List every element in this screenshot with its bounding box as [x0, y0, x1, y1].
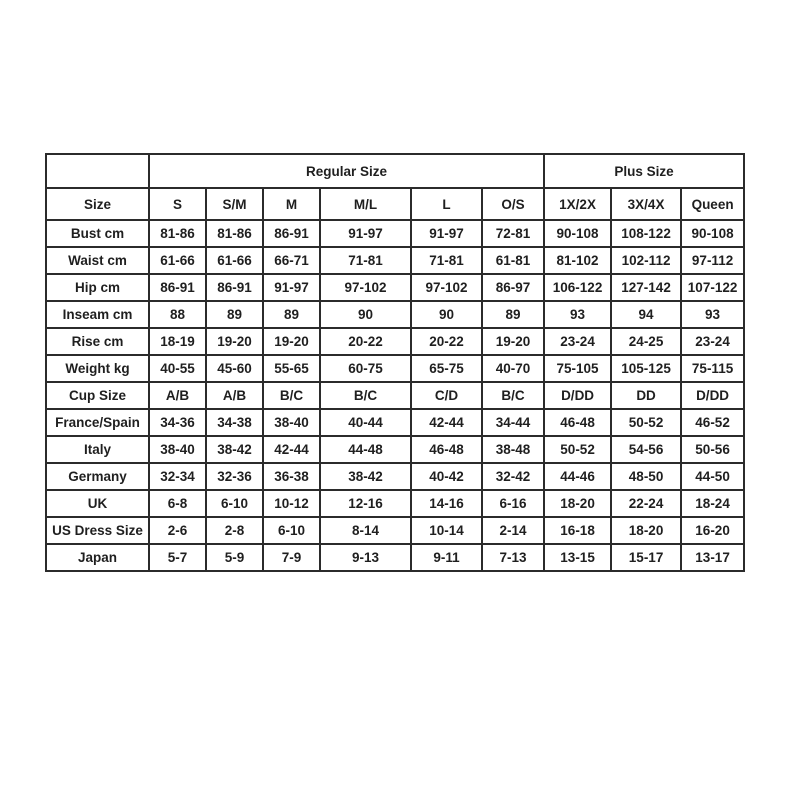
- size-chart-table: [45, 153, 745, 572]
- cell: 90: [411, 301, 482, 328]
- cell: 81-102: [544, 247, 611, 274]
- table-row-japan: [46, 544, 744, 571]
- cell: 81-86: [206, 220, 263, 247]
- cell: A/B: [206, 382, 263, 409]
- cell: 94: [611, 301, 681, 328]
- cell: 38-42: [206, 436, 263, 463]
- cell: 55-65: [263, 355, 320, 382]
- cell: 89: [263, 301, 320, 328]
- cell: B/C: [320, 382, 411, 409]
- cell: 15-17: [611, 544, 681, 571]
- cell: 50-52: [544, 436, 611, 463]
- cell: 38-40: [263, 409, 320, 436]
- table-row-uk: [46, 490, 744, 517]
- cell: 23-24: [544, 328, 611, 355]
- cell: 44-46: [544, 463, 611, 490]
- cell: 71-81: [320, 247, 411, 274]
- cell: 93: [681, 301, 744, 328]
- cell: 42-44: [411, 409, 482, 436]
- cell: 90-108: [681, 220, 744, 247]
- cell: 97-102: [320, 274, 411, 301]
- cell: 89: [206, 301, 263, 328]
- table-row-cup: [46, 382, 744, 409]
- cell: 93: [544, 301, 611, 328]
- cell: D/DD: [544, 382, 611, 409]
- cell: 10-14: [411, 517, 482, 544]
- cell: 89: [482, 301, 544, 328]
- cell: 9-13: [320, 544, 411, 571]
- column-header-row: [46, 188, 744, 220]
- cell: 19-20: [206, 328, 263, 355]
- cell: 42-44: [263, 436, 320, 463]
- cell: 32-42: [482, 463, 544, 490]
- cell: 14-16: [411, 490, 482, 517]
- table-row-germany: [46, 463, 744, 490]
- cell: 6-10: [206, 490, 263, 517]
- cell: 86-91: [206, 274, 263, 301]
- cell: 19-20: [263, 328, 320, 355]
- cell: 13-15: [544, 544, 611, 571]
- cell: 107-122: [681, 274, 744, 301]
- row-label: Cup Size: [46, 382, 149, 409]
- cell: 65-75: [411, 355, 482, 382]
- cell: 16-20: [681, 517, 744, 544]
- cell: 72-81: [482, 220, 544, 247]
- cell: 46-52: [681, 409, 744, 436]
- cell: 61-66: [149, 247, 206, 274]
- group-header-plus-size: Plus Size: [544, 154, 744, 188]
- table-row-italy: [46, 436, 744, 463]
- cell: 34-38: [206, 409, 263, 436]
- cell: 40-55: [149, 355, 206, 382]
- row-label: Germany: [46, 463, 149, 490]
- table-row-france-spain: [46, 409, 744, 436]
- table-row-hip: [46, 274, 744, 301]
- cell: 91-97: [320, 220, 411, 247]
- table-row-us-dress: [46, 517, 744, 544]
- cell: 44-48: [320, 436, 411, 463]
- cell: 60-75: [320, 355, 411, 382]
- cell: 88: [149, 301, 206, 328]
- cell: 20-22: [411, 328, 482, 355]
- cell: 102-112: [611, 247, 681, 274]
- cell: 13-17: [681, 544, 744, 571]
- cell: 22-24: [611, 490, 681, 517]
- cell: 61-66: [206, 247, 263, 274]
- cell: 40-70: [482, 355, 544, 382]
- cell: B/C: [482, 382, 544, 409]
- row-label: Bust cm: [46, 220, 149, 247]
- cell: 23-24: [681, 328, 744, 355]
- cell: 38-40: [149, 436, 206, 463]
- cell: C/D: [411, 382, 482, 409]
- cell: 86-91: [263, 220, 320, 247]
- cell: 7-13: [482, 544, 544, 571]
- row-label: Weight kg: [46, 355, 149, 382]
- cell: 9-11: [411, 544, 482, 571]
- cell: 108-122: [611, 220, 681, 247]
- cell: 5-9: [206, 544, 263, 571]
- cell: 7-9: [263, 544, 320, 571]
- cell: 2-6: [149, 517, 206, 544]
- cell: 91-97: [263, 274, 320, 301]
- cell: 38-42: [320, 463, 411, 490]
- group-header-regular-size: Regular Size: [149, 154, 544, 188]
- cell: 34-36: [149, 409, 206, 436]
- cell: A/B: [149, 382, 206, 409]
- table-row-rise: [46, 328, 744, 355]
- row-label: UK: [46, 490, 149, 517]
- column-header-s: S: [149, 188, 206, 220]
- column-header-1x2x: 1X/2X: [544, 188, 611, 220]
- column-header-sm: S/M: [206, 188, 263, 220]
- table-row-bust: [46, 220, 744, 247]
- cell: 66-71: [263, 247, 320, 274]
- table-row-inseam: [46, 301, 744, 328]
- column-header-queen: Queen: [681, 188, 744, 220]
- cell: 24-25: [611, 328, 681, 355]
- cell: 50-56: [681, 436, 744, 463]
- table-row-waist: [46, 247, 744, 274]
- column-header-os: O/S: [482, 188, 544, 220]
- size-chart-container: [45, 153, 745, 572]
- cell: 106-122: [544, 274, 611, 301]
- cell: 54-56: [611, 436, 681, 463]
- cell: 38-48: [482, 436, 544, 463]
- cell: 6-16: [482, 490, 544, 517]
- cell: 71-81: [411, 247, 482, 274]
- cell: 46-48: [544, 409, 611, 436]
- cell: B/C: [263, 382, 320, 409]
- cell: 16-18: [544, 517, 611, 544]
- column-header-l: L: [411, 188, 482, 220]
- cell: 86-97: [482, 274, 544, 301]
- cell: 127-142: [611, 274, 681, 301]
- cell: 6-8: [149, 490, 206, 517]
- cell: 18-20: [544, 490, 611, 517]
- cell: 6-10: [263, 517, 320, 544]
- cell: 50-52: [611, 409, 681, 436]
- cell: 18-20: [611, 517, 681, 544]
- cell: 10-12: [263, 490, 320, 517]
- row-label: Hip cm: [46, 274, 149, 301]
- cell: 8-14: [320, 517, 411, 544]
- cell: 75-105: [544, 355, 611, 382]
- group-header-row: [46, 154, 744, 188]
- cell: 2-14: [482, 517, 544, 544]
- cell: 75-115: [681, 355, 744, 382]
- cell: 36-38: [263, 463, 320, 490]
- cell: 12-16: [320, 490, 411, 517]
- cell: D/DD: [681, 382, 744, 409]
- column-header-size: Size: [46, 188, 149, 220]
- cell: 97-112: [681, 247, 744, 274]
- cell: 40-44: [320, 409, 411, 436]
- cell: 105-125: [611, 355, 681, 382]
- cell: 5-7: [149, 544, 206, 571]
- cell: 86-91: [149, 274, 206, 301]
- row-label: France/Spain: [46, 409, 149, 436]
- cell: 90-108: [544, 220, 611, 247]
- cell: 61-81: [482, 247, 544, 274]
- cell: 20-22: [320, 328, 411, 355]
- column-header-ml: M/L: [320, 188, 411, 220]
- row-label: Rise cm: [46, 328, 149, 355]
- row-label: Inseam cm: [46, 301, 149, 328]
- cell: 48-50: [611, 463, 681, 490]
- column-header-m: M: [263, 188, 320, 220]
- cell: 32-34: [149, 463, 206, 490]
- cell: 97-102: [411, 274, 482, 301]
- column-header-3x4x: 3X/4X: [611, 188, 681, 220]
- cell: 40-42: [411, 463, 482, 490]
- table-row-weight: [46, 355, 744, 382]
- corner-cell: [46, 154, 149, 188]
- row-label: Waist cm: [46, 247, 149, 274]
- cell: 32-36: [206, 463, 263, 490]
- row-label: US Dress Size: [46, 517, 149, 544]
- cell: 18-24: [681, 490, 744, 517]
- row-label: Italy: [46, 436, 149, 463]
- cell: 44-50: [681, 463, 744, 490]
- cell: 91-97: [411, 220, 482, 247]
- cell: 2-8: [206, 517, 263, 544]
- cell: 19-20: [482, 328, 544, 355]
- cell: 90: [320, 301, 411, 328]
- cell: 45-60: [206, 355, 263, 382]
- cell: 18-19: [149, 328, 206, 355]
- cell: 81-86: [149, 220, 206, 247]
- cell: 34-44: [482, 409, 544, 436]
- cell: DD: [611, 382, 681, 409]
- row-label: Japan: [46, 544, 149, 571]
- cell: 46-48: [411, 436, 482, 463]
